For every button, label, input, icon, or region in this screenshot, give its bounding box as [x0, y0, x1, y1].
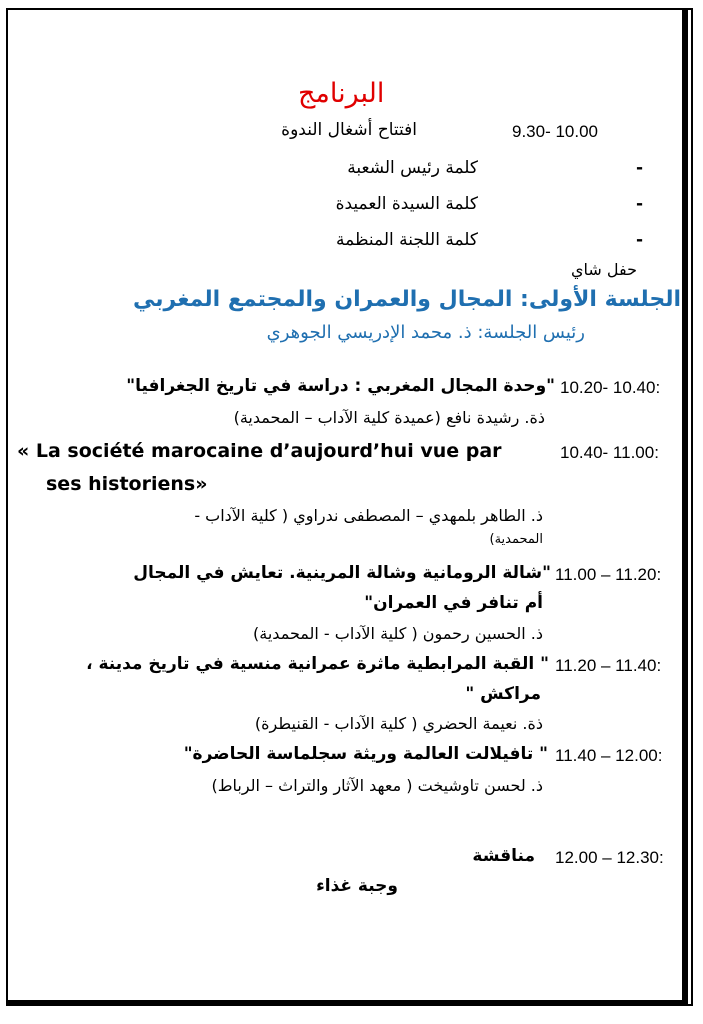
talk-time: 11.00 – 11.20:	[555, 565, 662, 584]
session-title: الجلسة الأولى: المجال والعمران والمجتمع المغربي	[133, 287, 681, 312]
talk-title: "وحدة المجال المغربي : دراسة في تاريخ الجغرافيا"	[126, 376, 555, 396]
speech-item: كلمة اللجنة المنظمة	[336, 230, 478, 250]
talk-title: « La société marocaine d’aujourd’hui vue par	[17, 440, 502, 462]
discussion-time: 12.00 – 12.30:	[555, 848, 664, 867]
page-border-shadow-right	[682, 10, 688, 1004]
talk-time: 11.20 – 11.40:	[555, 656, 662, 675]
talk-speaker: ذة. نعيمة الحضري ( كلية الآداب - القنيطرة)	[254, 714, 543, 733]
list-bullet: -	[636, 230, 644, 250]
speech-item: كلمة رئيس الشعبة	[347, 158, 478, 178]
lunch-label: وجبة غذاء	[316, 876, 398, 896]
talk-speaker-continued: المحمدية)	[489, 532, 543, 547]
talk-time: 10.40- 11.00:	[560, 443, 659, 462]
talk-speaker: ذ. الطاهر بلمهدي – المصطفى ندراوي ( كلية الآداب -	[194, 506, 543, 525]
talk-speaker: ذ. لحسن تاوشيخت ( معهد الآثار والتراث – الرباط)	[211, 776, 543, 795]
talk-title-continued: ses historiens»	[46, 473, 208, 495]
talk-title: " تافيلالت العالمة وريثة سجلماسة الحاضرة"	[183, 744, 548, 764]
opening-label: افتتاح أشغال الندوة	[281, 120, 417, 140]
session-chair: رئيس الجلسة: ذ. محمد الإدريسي الجوهري	[266, 322, 585, 343]
speech-item: كلمة السيدة العميدة	[335, 194, 478, 214]
discussion-label: مناقشة	[472, 846, 535, 866]
talk-time: 11.40 – 12.00:	[555, 746, 663, 765]
opening-time: 9.30- 10.00	[512, 122, 599, 141]
talk-speaker: ذ. الحسين رحمون ( كلية الآداب - المحمدية)	[253, 624, 543, 643]
talk-speaker: ذة. رشيدة نافع (عميدة كلية الآداب – المحمدية)	[233, 408, 545, 427]
tea-break: حفل شاي	[571, 260, 637, 279]
talk-title-continued: أم تنافر في العمران"	[364, 593, 543, 613]
list-bullet: -	[636, 158, 644, 178]
talk-time: 10.20- 10.40:	[560, 378, 661, 397]
talk-title-continued: مراكش "	[465, 684, 541, 704]
list-bullet: -	[636, 194, 644, 214]
program-title: البرنامج	[298, 78, 385, 109]
page-border-shadow-bottom	[8, 1000, 688, 1004]
talk-title: "شالة الرومانية وشالة المرينية. تعايش في المجال	[133, 563, 551, 583]
talk-title: " القبة المرابطية ماثرة عمرانية منسية في تاريخ مدينة ،	[86, 654, 549, 674]
